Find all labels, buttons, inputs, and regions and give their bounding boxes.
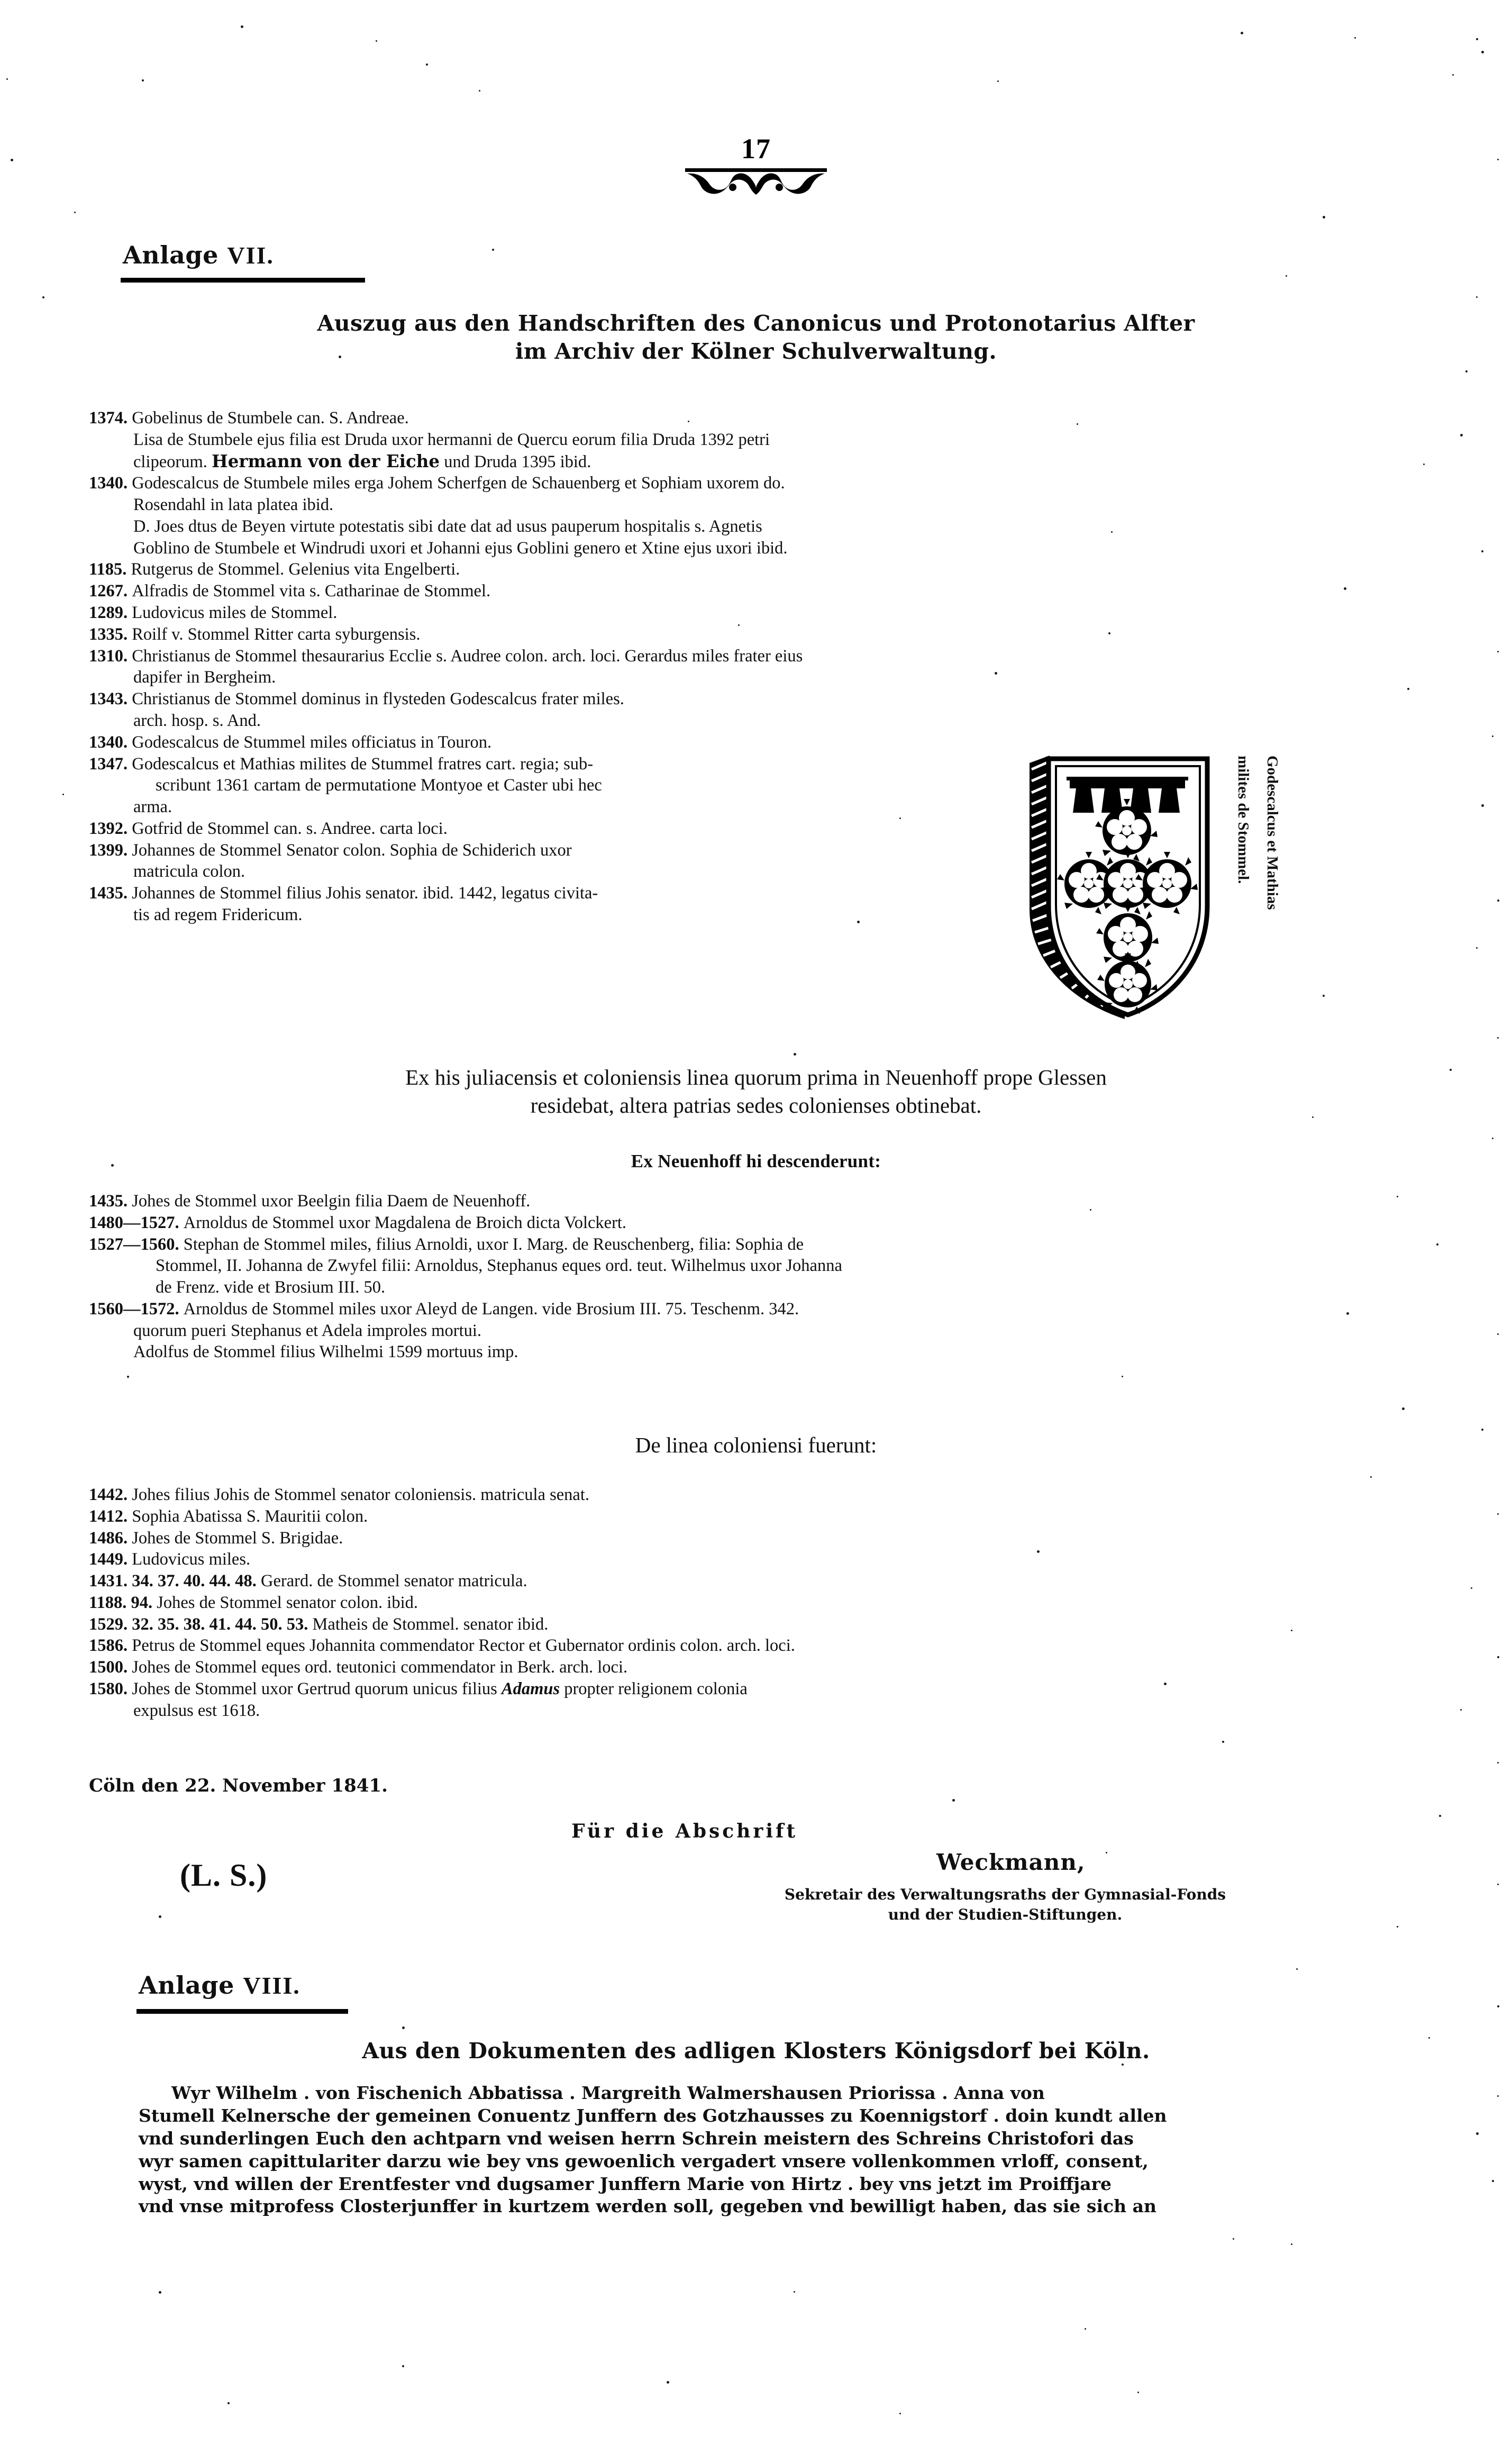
anlage-viii-heading xyxy=(139,1971,300,1999)
scan-speck xyxy=(1296,1968,1298,1970)
scan-speck xyxy=(1492,1138,1493,1139)
scan-speck xyxy=(1222,1741,1224,1743)
neuenhoff-entry-row xyxy=(89,1212,1443,1234)
register-entry-year: 1343. xyxy=(89,689,132,709)
kloster-body-line: vnd vnse mitprofess Closterjunffer in kurtzem werden soll, gegeben vnd bewilligt haben, das sie sich an xyxy=(139,2196,1156,2217)
register-entry-text: tis ad regem Fridericum. xyxy=(133,905,303,924)
scan-speck xyxy=(1497,2095,1499,2097)
scan-speck xyxy=(402,2365,404,2367)
coloniensi-entry-row xyxy=(89,1635,1443,1657)
kloster-document-body xyxy=(139,2082,1377,2218)
scan-speck xyxy=(1481,1429,1483,1431)
coloniensi-entry-text: Gerard. de Stommel senator matricula. xyxy=(261,1571,527,1591)
scan-speck xyxy=(1497,1656,1499,1658)
register-entry-row xyxy=(89,494,1433,516)
scan-speck xyxy=(492,249,494,251)
register-entry-row xyxy=(89,451,1433,473)
register-entry-text: arch. hosp. s. And. xyxy=(133,711,261,730)
register-entry-row xyxy=(89,472,1433,494)
coloniensi-entry-year: 1431. 34. 37. 40. 44. 48. xyxy=(89,1571,261,1591)
coloniensi-entry-text: Ludovicus miles. xyxy=(132,1550,251,1569)
floral-ornament-rule xyxy=(682,167,830,197)
scan-speck xyxy=(1233,2238,1234,2240)
signatory-title xyxy=(661,1885,1349,1925)
register-entry-row xyxy=(89,710,1433,732)
coloniensi-entry-text: expulsus est 1618. xyxy=(133,1701,260,1720)
register-entry-year: 1340. xyxy=(89,732,132,752)
anlage-vii-subtitle-line-1: Auszug aus den Handschriften des Canonicus und Protonotarius Alfter xyxy=(317,311,1195,336)
scan-speck xyxy=(1370,1476,1372,1478)
scan-speck xyxy=(1476,38,1478,40)
scan-speck xyxy=(1397,1926,1398,1928)
register-entry-text: matricula colon. xyxy=(133,862,245,881)
anlage-vii-label: Anlage xyxy=(123,241,218,269)
neuenhoff-heading: Ex Neuenhoff hi descenderunt: xyxy=(631,1151,881,1171)
register-entry-year: 1267. xyxy=(89,581,132,601)
kloster-body-line: Wyr Wilhelm . von Fischenich Abbatissa . Margreith Walmershausen Priorissa . Anna von xyxy=(171,2083,1045,2103)
neuenhoff-entry-row xyxy=(89,1298,1443,1320)
register-entry-row xyxy=(89,516,1433,538)
scan-speck xyxy=(1106,1852,1107,1853)
register-entry-text: Godescalcus de Stummel miles officiatus in Touron. xyxy=(132,732,492,752)
neuenhoff-entry-text: Stommel, II. Johanna de Zwyfel filii: Arnoldus, Stephanus eques ord. teut. Wilhelmus uxor Johanna xyxy=(156,1256,842,1276)
coloniensi-entry-row xyxy=(89,1592,1443,1614)
register-entry-text: Rosendahl in lata platea ibid. xyxy=(133,495,334,515)
register-entry-row xyxy=(89,646,1433,667)
coloniensi-entry-list xyxy=(89,1484,1443,1722)
scan-speck xyxy=(159,1915,161,1918)
neuenhoff-entry-text: Stephan de Stommel miles, filius Arnoldi, uxor I. Marg. de Reuschenberg, filia: Sophia de xyxy=(183,1234,804,1254)
neuenhoff-entry-text: Arnoldus de Stommel uxor Magdalena de Broich dicta Volckert. xyxy=(183,1213,627,1232)
neuenhoff-entry-year: 1435. xyxy=(89,1192,132,1211)
coat-of-arms-shield xyxy=(1021,751,1233,1021)
kloster-body-line: Stumell Kelnersche der gemeinen Conuentz Junffern des Gotzhausses zu Koennigstorf . doin kundt allen xyxy=(139,2105,1167,2126)
neuenhoff-entry-row xyxy=(89,1255,1443,1277)
register-entry-row xyxy=(89,580,1433,602)
register-entry-year: 1310. xyxy=(89,646,132,666)
scan-speck xyxy=(1476,947,1478,949)
scan-speck xyxy=(1476,296,1478,298)
scan-speck xyxy=(1497,899,1499,902)
register-entry-text: Johannes de Stommel Senator colon. Sophia de Schiderich uxor xyxy=(132,840,572,860)
neuenhoff-entry-row xyxy=(89,1277,1443,1298)
anlage-viii-label: Anlage xyxy=(139,1971,234,1999)
coloniensi-entry-year: 1412. xyxy=(89,1506,132,1526)
scan-speck xyxy=(1465,370,1468,372)
register-entry-text: Lisa de Stumbele ejus filia est Druda uxor hermanni de Quercu eorum filia Druda 1392 petri xyxy=(133,430,770,449)
neuenhoff-entry-text: Johes de Stommel uxor Beelgin filia Daem de Neuenhoff. xyxy=(132,1192,531,1211)
scan-speck xyxy=(952,1799,955,1802)
coloniensi-entry-text: Sophia Abatissa S. Mauritii colon. xyxy=(132,1506,368,1526)
scan-speck xyxy=(227,2402,230,2404)
scan-speck xyxy=(241,25,243,28)
scan-speck xyxy=(794,2291,795,2293)
register-entry-text: scribunt 1361 cartam de permutatione Montyoe et Caster ubi hec xyxy=(156,776,602,795)
neuenhoff-entry-year: 1480—1527. xyxy=(89,1213,184,1232)
coloniensi-entry-text-2: propter religionem colonia xyxy=(560,1679,748,1699)
scan-speck xyxy=(667,2381,669,2384)
register-entry-year: 1289. xyxy=(89,603,132,623)
scan-speck xyxy=(1241,32,1243,34)
scan-speck xyxy=(1460,434,1463,437)
scan-speck xyxy=(62,794,64,795)
register-entry-row xyxy=(89,559,1433,580)
scan-speck xyxy=(1497,1762,1499,1764)
scan-speck xyxy=(1323,995,1325,997)
coloniensi-entry-row xyxy=(89,1657,1443,1678)
coloniensi-entry-row xyxy=(89,1506,1443,1528)
register-entry-text: Gobelinus de Stumbele can. S. Andreae. xyxy=(132,408,409,428)
register-entry-row xyxy=(89,538,1433,559)
register-entry-text: Godescalcus et Mathias milites de Stummel fratres cart. regia; sub- xyxy=(132,754,594,774)
scan-speck xyxy=(479,90,480,92)
neuenhoff-entry-text: Arnoldus de Stommel miles uxor Aleyd de Langen. vide Brosium III. 75. Teschenm. 342. xyxy=(183,1299,799,1319)
scan-speck xyxy=(1492,2180,1494,2182)
scan-speck xyxy=(1452,74,1454,76)
scan-speck xyxy=(899,2413,901,2414)
register-entry-text: Gotfrid de Stommel can. s. Andree. carta loci. xyxy=(132,819,448,838)
arms-caption-line-2: milites de Stommel. xyxy=(1235,756,1252,884)
scan-speck xyxy=(997,80,999,82)
kloster-body-line: wyr samen capittulariter darzu wie bey vns gewoenlich vergadert vnsere vollenkommen vrloff, consent, xyxy=(139,2150,1149,2171)
coloniensi-entry-row xyxy=(89,1528,1443,1549)
coloniensi-entry-row xyxy=(89,1678,1443,1700)
register-entry-text: Johannes de Stommel filius Johis senator. ibid. 1442, legatus civita- xyxy=(132,884,598,903)
scan-speck xyxy=(1122,1376,1123,1377)
scan-speck xyxy=(1481,550,1483,552)
anlage-vii-underline xyxy=(121,278,365,283)
scan-speck xyxy=(1085,2328,1086,2330)
coloniensi-heading: De linea coloniensi fuerunt: xyxy=(635,1433,877,1457)
scan-speck xyxy=(1481,804,1484,807)
coloniensi-entry-year: 1529. 32. 35. 38. 41. 44. 50. 53. xyxy=(89,1614,313,1634)
register-entry-year: 1185. xyxy=(89,560,131,579)
neuenhoff-entry-text: quorum pueri Stephanus et Adela improles mortui. xyxy=(133,1321,482,1340)
scan-speck xyxy=(1402,1407,1405,1410)
anlage-vii-subtitle xyxy=(0,310,1512,366)
coloniensi-entry-row xyxy=(89,1614,1443,1635)
signatory-title-line-1: Sekretair des Verwaltungsraths der Gymnasial-Fonds xyxy=(784,1886,1226,1903)
dateline: Cöln den 22. November 1841. xyxy=(89,1775,388,1796)
scan-speck xyxy=(1497,1037,1499,1039)
scan-speck xyxy=(1323,216,1325,219)
neuenhoff-entry-list xyxy=(89,1190,1443,1363)
juliacensis-line-1: Ex his juliacensis et coloniensis linea quorum prima in Neuenhoff prope Glessen xyxy=(405,1065,1107,1089)
register-entry-year: 1392. xyxy=(89,819,132,838)
scan-speck xyxy=(127,1376,129,1378)
scan-speck xyxy=(1137,2392,1139,2393)
coloniensi-entry-text: Johes de Stommel S. Brigidae. xyxy=(132,1528,343,1548)
scan-speck xyxy=(1497,1513,1499,1515)
coloniensi-entry-year: 1500. xyxy=(89,1658,132,1677)
register-entry-row xyxy=(89,667,1433,688)
scan-speck xyxy=(1492,735,1493,737)
register-entry-text: Roilf v. Stommel Ritter carta syburgensis. xyxy=(132,624,421,644)
register-entry-text: Alfradis de Stommel vita s. Catharinae de Stommel. xyxy=(132,581,491,601)
coloniensi-entry-year: 1586. xyxy=(89,1636,132,1656)
scan-speck xyxy=(1497,2005,1499,2007)
anlage-viii-underline xyxy=(136,2009,348,2014)
scan-speck xyxy=(1497,1884,1499,1885)
folio-block xyxy=(0,132,1512,197)
neuenhoff-entry-row xyxy=(89,1320,1443,1342)
scan-speck xyxy=(6,78,8,80)
register-entry-text: Ludovicus miles de Stommel. xyxy=(132,603,338,623)
coloniensi-entry-row xyxy=(89,1570,1443,1592)
register-entry-row xyxy=(89,429,1433,451)
coloniensi-entry-row xyxy=(89,1700,1443,1722)
anlage-viii-number: VIII. xyxy=(243,1972,300,1999)
scan-speck xyxy=(1481,51,1484,53)
scan-speck xyxy=(794,1053,796,1056)
register-entry-row xyxy=(89,624,1433,646)
scan-speck xyxy=(159,2291,161,2294)
coloniensi-entry-row xyxy=(89,1484,1443,1506)
neuenhoff-entry-row xyxy=(89,1190,1443,1212)
arms-caption-line-1: Godescalcus et Mathias xyxy=(1264,756,1281,910)
scan-speck xyxy=(1471,1587,1472,1589)
register-entry-text: dapifer in Bergheim. xyxy=(133,668,276,687)
scan-speck xyxy=(1291,2243,1292,2245)
juliacensis-line-2: residebat, altera patrias sedes colonienses obtinebat. xyxy=(530,1093,982,1118)
scan-speck xyxy=(42,296,44,298)
coloniensi-entry-text: Johes de Stommel eques ord. teutonici commendator in Berk. arch. loci. xyxy=(132,1658,628,1677)
anlage-vii-heading xyxy=(123,241,274,269)
coloniensi-entry-year: 1580. xyxy=(89,1679,132,1699)
register-entry-row xyxy=(89,602,1433,624)
scan-speck xyxy=(1354,37,1356,39)
register-entry-year: 1347. xyxy=(89,754,132,774)
coloniensi-entry-year: 1486. xyxy=(89,1528,132,1548)
anlage-vii-subtitle-line-2: im Archiv der Kölner Schulverwaltung. xyxy=(515,339,997,365)
neuenhoff-entry-text: Adolfus de Stommel filius Wilhelmi 1599 mortuus imp. xyxy=(133,1342,518,1362)
neuenhoff-entry-year: 1527—1560. xyxy=(89,1234,184,1254)
neuenhoff-entry-year: 1560—1572. xyxy=(89,1299,184,1319)
register-entry-row xyxy=(89,407,1433,429)
coloniensi-entry-year: 1449. xyxy=(89,1550,132,1569)
coloniensi-entry-text: Johes de Stommel uxor Gertrud quorum unicus filius xyxy=(132,1679,502,1699)
scan-speck xyxy=(1286,275,1287,277)
register-entry-year: 1399. xyxy=(89,840,132,860)
neuenhoff-entry-row xyxy=(89,1234,1443,1256)
scan-speck xyxy=(1497,651,1499,652)
scan-speck xyxy=(1460,1709,1462,1711)
scan-speck xyxy=(74,212,76,213)
anlage-vii-number: VII. xyxy=(227,242,274,269)
register-entry-text: Rutgerus de Stommel. Gelenius vita Engelberti. xyxy=(131,560,460,579)
register-entry-text: D. Joes dtus de Beyen virtute potestatis sibi date dat ad usus pauperum hospitalis s. Agnetis xyxy=(133,516,762,536)
neuenhoff-entry-row xyxy=(89,1341,1443,1363)
fuer-die-abschrift-label: Für die Abschrift xyxy=(571,1820,798,1842)
coloniensi-entry-year: 1442. xyxy=(89,1485,132,1504)
register-entry-year: 1374. xyxy=(89,408,132,428)
register-entry-year: 1435. xyxy=(89,884,132,903)
coloniensi-entry-emphasis: Adamus xyxy=(501,1679,560,1699)
scan-speck xyxy=(426,63,428,66)
seal-mark: (L. S.) xyxy=(180,1858,268,1893)
coloniensi-entry-year: 1188. 94. xyxy=(89,1593,157,1612)
coloniensi-entry-row xyxy=(89,1549,1443,1570)
fraktur-fragment: Hermann von der Eiche xyxy=(212,450,440,471)
kloster-body-line: wyst, vnd willen der Erentfester vnd dugsamer Junffern Marie von Hirtz . bey vns jetzt im Proiffjare xyxy=(139,2173,1112,2194)
register-entry-text: Christianus de Stommel thesaurarius Ecclie s. Audree colon. arch. loci. Gerardus miles frater eius xyxy=(132,646,803,666)
signatory-name: Weckmann, xyxy=(936,1849,1086,1875)
register-entry-year: 1335. xyxy=(89,624,132,644)
scan-speck xyxy=(402,2026,405,2029)
register-entry-row xyxy=(89,688,1433,710)
scan-speck xyxy=(1497,1333,1499,1335)
register-entry-text: arma. xyxy=(133,797,172,817)
scan-speck xyxy=(376,40,377,42)
kloster-body-line: vnd sunderlingen Euch den achtparn vnd weisen herrn Schrein meistern des Schreins Christofori das xyxy=(139,2128,1134,2149)
register-entry-year: 1340. xyxy=(89,474,132,493)
neuenhoff-entry-text: de Frenz. vide et Brosium III. 50. xyxy=(156,1278,386,1297)
coloniensi-entry-text: Petrus de Stommel eques Johannita commendator Rector et Gubernator ordinis colon. arch. loci. xyxy=(132,1636,795,1656)
scan-speck xyxy=(1439,1815,1441,1817)
coloniensi-entry-text: Johes de Stommel senator colon. ibid. xyxy=(157,1593,418,1612)
signatory-title-line-2: und der Studien-Stiftungen. xyxy=(888,1906,1123,1924)
coloniensi-entry-text: Johes filius Johis de Stommel senator coloniensis. matricula senat. xyxy=(132,1485,589,1504)
register-entry-row xyxy=(89,732,1433,753)
register-entry-text: Goblino de Stumbele et Windrudi uxori et Johanni ejus Goblini genero et Xtine ejus uxori ibid. xyxy=(133,538,788,558)
register-entry-text: Godescalcus de Stumbele miles erga Johem Scherfgen de Schauenberg et Sophiam uxorem do. xyxy=(132,474,785,493)
coloniensi-entry-text: Matheis de Stommel. senator ibid. xyxy=(312,1614,549,1634)
anlage-viii-subtitle: Aus den Dokumenten des adligen Klosters Königsdorf bei Köln. xyxy=(362,2038,1150,2064)
register-entry-text: Christianus de Stommel dominus in flysteden Godescalcus frater miles. xyxy=(132,689,624,709)
scan-speck xyxy=(1476,2132,1479,2135)
page-number: 17 xyxy=(741,133,771,165)
register-entry-text: clipeorum. Hermann von der Eiche und Druda 1395 ibid. xyxy=(133,450,591,471)
juliacensis-paragraph xyxy=(0,1064,1512,1120)
scan-speck xyxy=(142,79,144,81)
